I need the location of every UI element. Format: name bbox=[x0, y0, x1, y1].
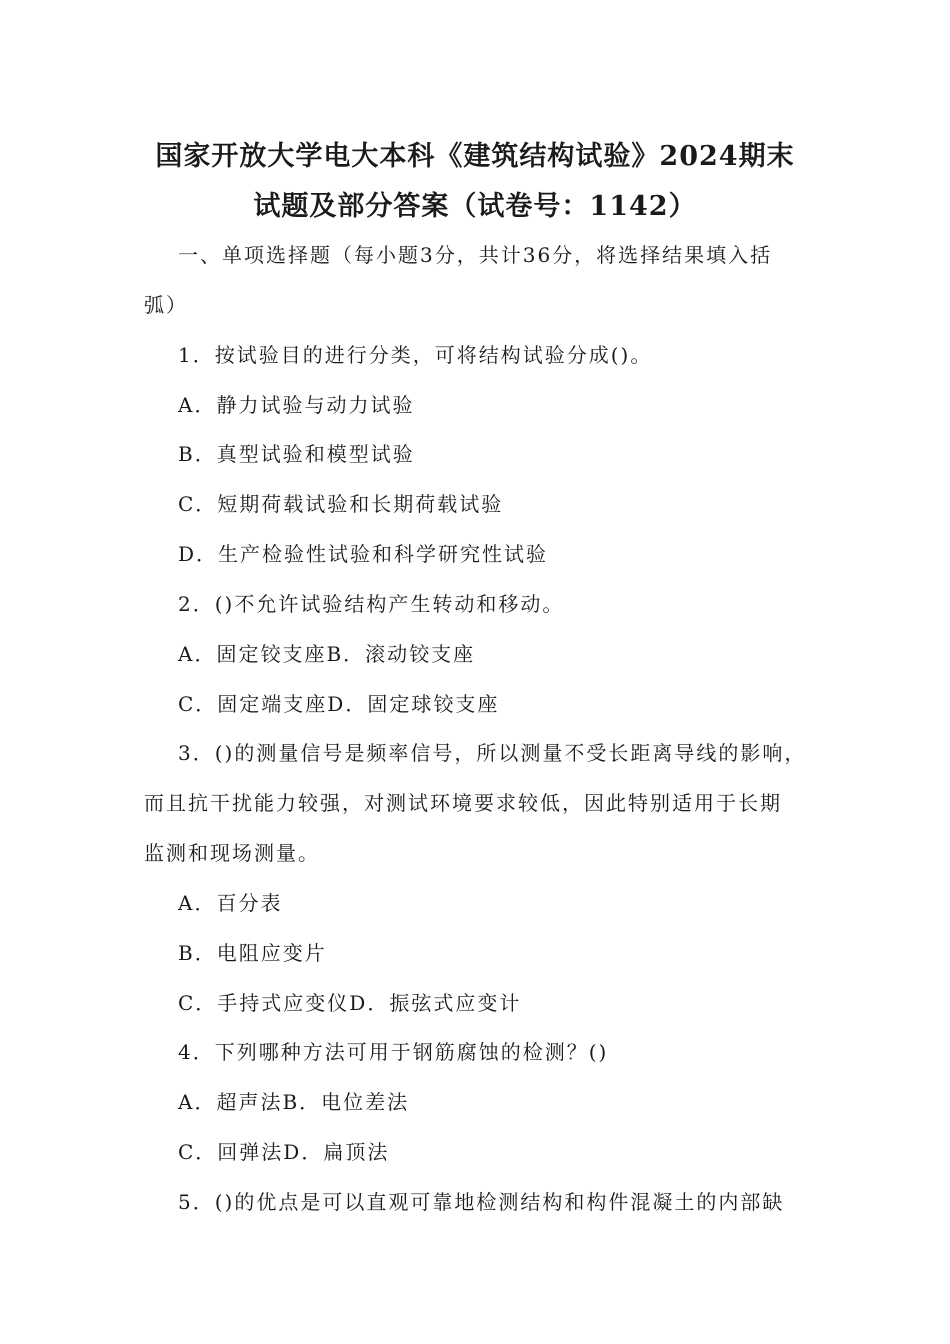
question-3-stem: 3．()的测量信号是频率信号，所以测量不受长距离导线的影响， bbox=[178, 741, 807, 765]
question-3-option-a: A．百分表 bbox=[178, 891, 283, 915]
question-4-stem: 4．下列哪种方法可用于钢筋腐蚀的检测？() bbox=[178, 1040, 609, 1064]
question-1-option-d: D．生产检验性试验和科学研究性试验 bbox=[178, 542, 549, 566]
question-4-options-ab: A．超声法B．电位差法 bbox=[178, 1090, 410, 1114]
document-title-line-1: 国家开放大学电大本科《建筑结构试验》2024期末 bbox=[155, 141, 795, 172]
question-2-stem: 2．()不允许试验结构产生转动和移动。 bbox=[178, 592, 565, 616]
section-heading-continued: 弧） bbox=[144, 293, 188, 317]
question-3-stem-continued: 而且抗干扰能力较强，对测试环境要求较低，因此特别适用于长期 bbox=[144, 791, 782, 815]
question-1-stem: 1．按试验目的进行分类，可将结构试验分成()。 bbox=[178, 343, 653, 367]
question-1-option-b: B．真型试验和模型试验 bbox=[178, 442, 415, 466]
section-heading: 一、单项选择题（每小题3分，共计36分，将选择结果填入括 bbox=[178, 243, 773, 267]
question-5-stem: 5．()的优点是可以直观可靠地检测结构和构件混凝土的内部缺 bbox=[178, 1190, 785, 1214]
question-3-option-b: B．电阻应变片 bbox=[178, 941, 327, 965]
question-2-options-cd: C．固定端支座D．固定球铰支座 bbox=[178, 692, 500, 716]
question-1-option-c: C．短期荷载试验和长期荷载试验 bbox=[178, 492, 504, 516]
question-2-options-ab: A．固定铰支座B．滚动铰支座 bbox=[178, 642, 476, 666]
document-title-line-2: 试题及部分答案（试卷号：1142） bbox=[253, 191, 697, 222]
question-3-stem-continued: 监测和现场测量。 bbox=[144, 841, 320, 865]
question-3-options-cd: C．手持式应变仪D．振弦式应变计 bbox=[178, 991, 522, 1015]
question-4-options-cd: C．回弹法D．扁顶法 bbox=[178, 1140, 390, 1164]
question-1-option-a: A．静力试验与动力试验 bbox=[178, 393, 415, 417]
